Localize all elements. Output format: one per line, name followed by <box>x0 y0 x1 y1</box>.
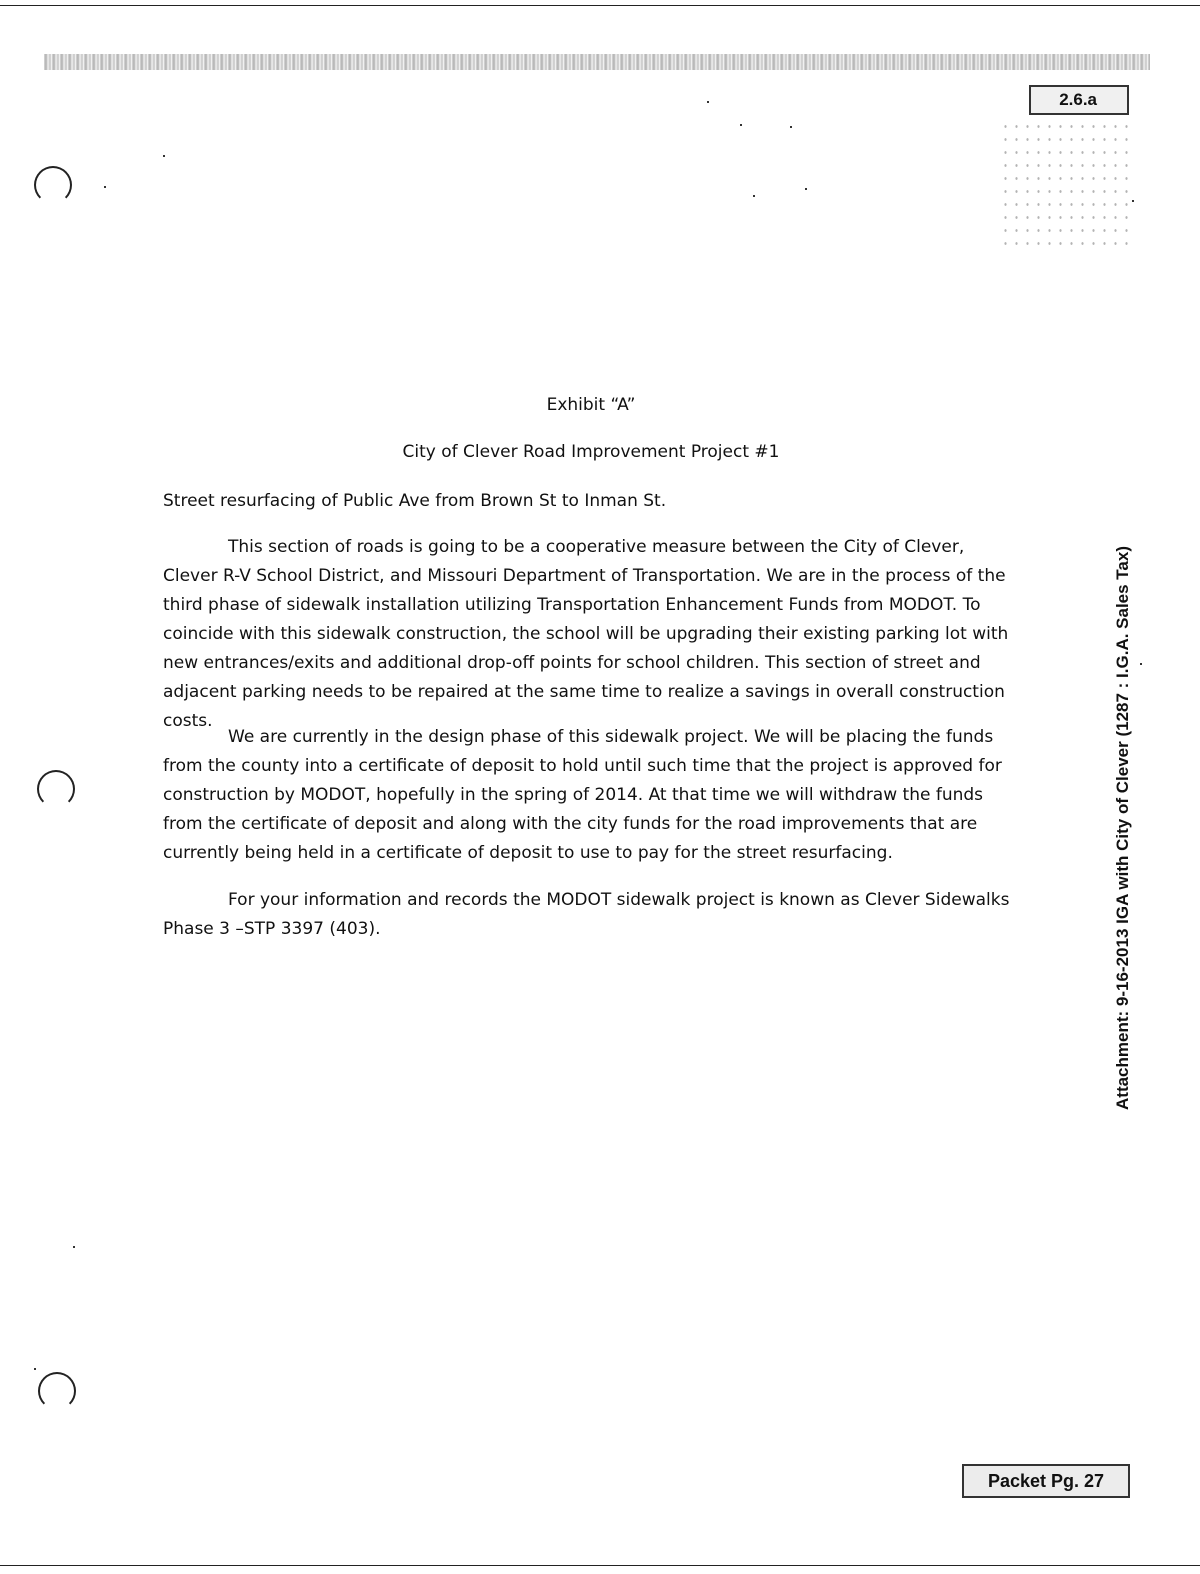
punch-hole-middle <box>37 770 75 808</box>
scan-dot <box>1140 663 1142 665</box>
scan-noise-band <box>44 54 1150 70</box>
top-border <box>0 5 1200 6</box>
scan-dot <box>740 124 742 126</box>
attachment-caption: Attachment: 9-16-2013 IGA with City of Clever (1287 : I.G.A. Sales Tax) <box>1113 545 1132 1110</box>
body-paragraph-2: We are currently in the design phase of this sidewalk project. We will be placing the funds from the county into a certificate of deposit to hold until such time that the project is approved for construction by MODOT, hopefully in the spring of 2014. At that time we will withdraw the funds from the certificate of deposit and along with the city funds for the road improvements that are currently being held in a certificate of deposit to use to pay for the street resurfacing. <box>163 727 1002 863</box>
body-paragraph-1: This section of roads is going to be a cooperative measure between the City of Clever, Clever R-V School District, and Missouri Department of Transportation. We are in the process of the third phase of sidewalk installation utilizing Transportation Enhancement Funds from MODOT. To coincide with this sidewalk construction, the school will be upgrading their existing parking lot with new entrances/exits and additional drop-off points for school children. This section of street and adjacent parking needs to be repaired at the same time to realize a savings in overall construction costs. <box>163 537 1009 731</box>
agenda-item-tag: 2.6.a <box>1029 85 1129 115</box>
scan-dot <box>34 1368 36 1370</box>
scan-dot <box>73 1246 75 1248</box>
body-paragraph-3: For your information and records the MODOT sidewalk project is known as Clever Sidewalks Phase 3 –STP 3397 (403). <box>163 890 1010 939</box>
project-title: City of Clever Road Improvement Project #1 <box>402 442 780 462</box>
scan-dot <box>1132 200 1134 202</box>
scan-dot <box>163 155 165 157</box>
scan-speckle <box>1000 120 1130 245</box>
packet-page-tag: Packet Pg. 27 <box>962 1464 1130 1498</box>
scan-dot <box>753 195 755 197</box>
summary-line: Street resurfacing of Public Ave from Brown St to Inman St. <box>163 491 667 511</box>
punch-hole-top <box>34 166 72 204</box>
punch-hole-bottom <box>38 1372 76 1410</box>
bottom-border <box>0 1565 1200 1566</box>
scan-dot <box>104 186 106 188</box>
exhibit-title: Exhibit “A” <box>546 395 636 415</box>
scan-dot <box>707 101 709 103</box>
scan-dot <box>790 126 792 128</box>
scan-dot <box>805 188 807 190</box>
